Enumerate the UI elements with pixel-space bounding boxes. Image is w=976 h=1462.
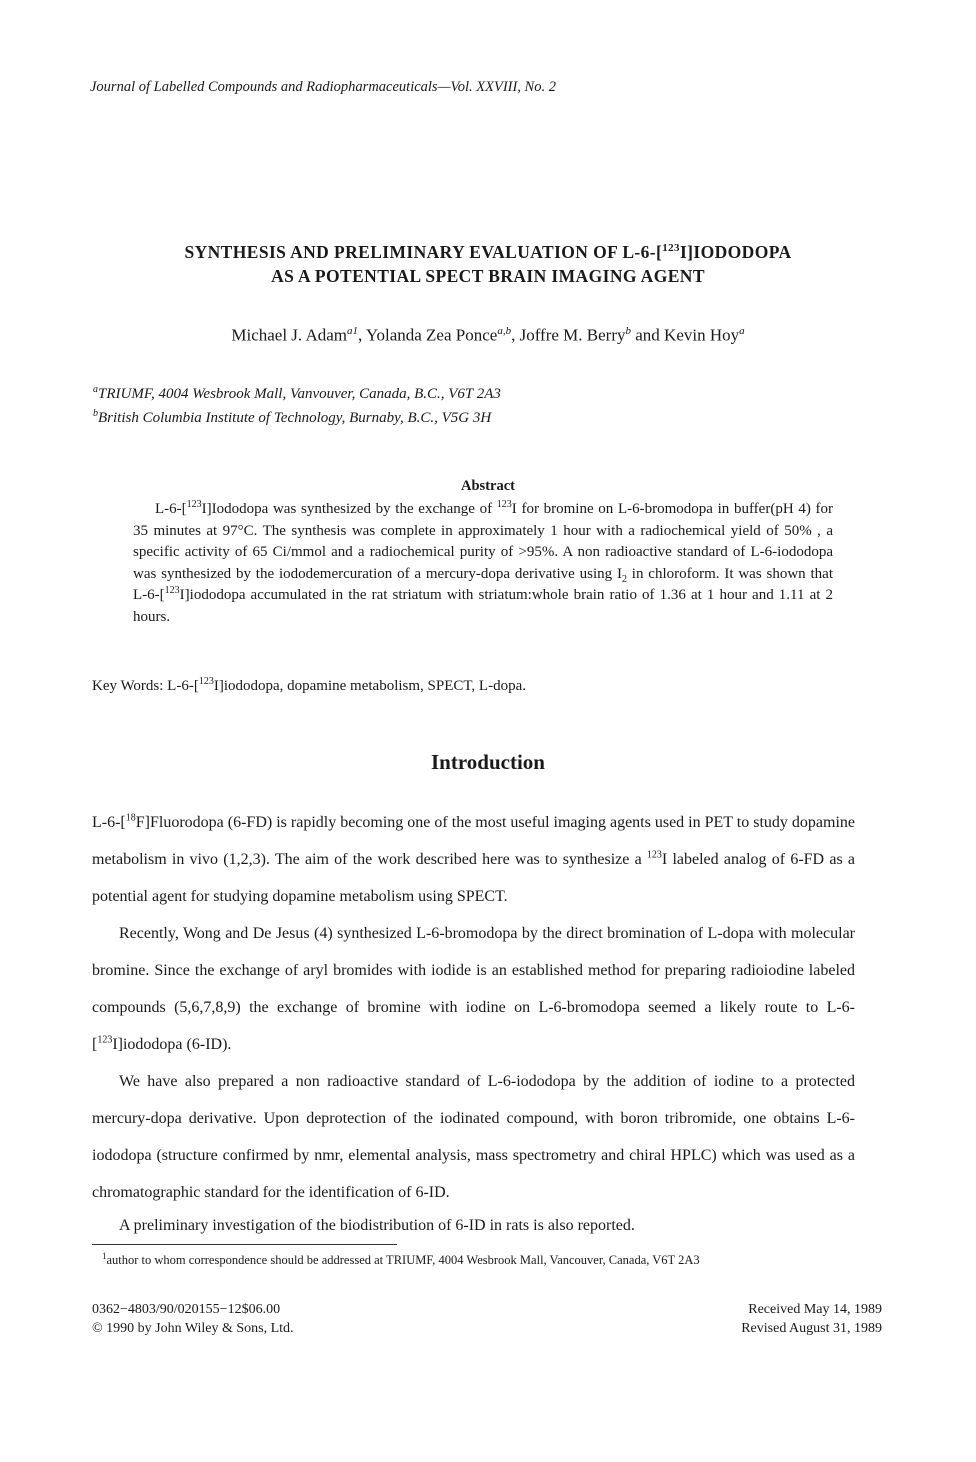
intro-paragraph-1: L-6-[$^{18}$F]Fluorodopa (6-FD) is rapidly becoming one of the most useful imaging agents used in PET to study dopamine metabolism in vivo (1,2,3). The aim of the work described here was to synthesize a $^{123}$I labeled analog of 6-FD as a potential agent for studying dopamine metabolism using SPECT. [92, 812, 855, 905]
paper-title [60, 236, 916, 288]
intro-paragraph-3: We have also prepared a non radioactive standard of L-6-iododopa by the addition of iodine to a protected mercury-dopa derivative. Upon deprotection of the iodinated compound, with boron tribromide, one obtains L-6-iododopa (structure confirmed by nmr, elemental analysis, mass spectrometry and chiral HPLC) which was used as a chromatographic standard for the identification of 6-ID. [92, 1073, 855, 1201]
article-code: 0362−4803/90/020155−12$06.00 [92, 1302, 281, 1317]
revised-date: Revised August 31, 1989 [741, 1321, 882, 1336]
affiliation: $^b$British Columbia Institute of Technology, Burnaby, B.C., V5G 3H [93, 408, 492, 426]
abstract-heading: Abstract [461, 478, 515, 494]
intro-paragraph-2: Recently, Wong and De Jesus (4) synthesized L-6-bromodopa by the direct bromination of L-dopa with molecular bromine. Since the exchange of aryl bromides with iodide is an established method for preparing radioiodine labeled compounds (5,6,7,8,9) the exchange of bromine with iodine on L-6-bromodopa seemed a likely route to L-6-[$^{123}$I]iododopa (6-ID). [92, 925, 855, 1053]
author-list: Michael J. Adam$^{a1}$, Yolanda Zea Ponce$^{a,b}$, Joffre M. Berry$^b$ and Kevin Hoy$^a$ [231, 325, 745, 345]
abstract-text: L-6-[$^{123}$I]Iododopa was synthesized by the exchange of $^{123}$I for bromine on L-6-bromodopa in buffer(pH 4) for 35 minutes at 97°C. The synthesis was complete in approximately 1 hour with a radiochemical yield of 50% , a specific activity of 65 Ci/mmol and a radiochemical purity of >95%. A non radioactive standard of L-6-iododopa was synthesized by the iododemercuration of a mercury-dopa derivative using $I_2$ in chloroform. It was shown that L-6-[$^{123}$I]iododopa accumulated in the rat striatum with striatum:whole brain ratio of 1.36 at 1 hour and 1.11 at 2 hours. [133, 499, 833, 625]
author: Kevin Hoy [664, 325, 740, 345]
section-heading-introduction: Introduction [431, 750, 545, 774]
author-affiliation-mark: a [739, 325, 745, 337]
author: Yolanda Zea Ponce [365, 325, 498, 345]
received-dates [741, 1300, 882, 1338]
author: Joffre M. Berry [519, 325, 626, 345]
received-date: Received May 14, 1989 [748, 1302, 882, 1317]
title-line-1: SYNTHESIS AND PRELIMINARY EVALUATION OF L-6-[$^{123}$I]IODODOPA [184, 241, 792, 262]
keywords: Key Words: L-6-[$^{123}$I]iododopa, dopamine metabolism, SPECT, L-dopa. [92, 676, 527, 694]
author-affiliation-mark: b [625, 325, 631, 337]
journal-header: Journal of Labelled Compounds and Radiopharmaceuticals—Vol. XXVIII, No. 2 [90, 79, 556, 95]
author: Michael J. Adam [231, 325, 348, 345]
title-line-2: AS A POTENTIAL SPECT BRAIN IMAGING AGENT [271, 265, 705, 286]
author-affiliation-mark: a,b [497, 325, 512, 337]
affiliation: $^a$TRIUMF, 4004 Wesbrook Mall, Vanvouver, Canada, B.C., V6T 2A3 [93, 384, 501, 402]
article-code-block [92, 1300, 294, 1338]
copyright: © 1990 by John Wiley & Sons, Ltd. [92, 1321, 294, 1336]
affiliations [93, 380, 501, 428]
intro-paragraph-4: A preliminary investigation of the biodistribution of 6-ID in rats is also reported. [119, 1217, 635, 1234]
footnote-divider [92, 1244, 397, 1245]
footnote: $^1$author to whom correspondence should be addressed at TRIUMF, 4004 Wesbrook Mall, Vancouver, Canada, V6T 2A3 [102, 1251, 700, 1268]
author-affiliation-mark: a1 [347, 325, 359, 337]
